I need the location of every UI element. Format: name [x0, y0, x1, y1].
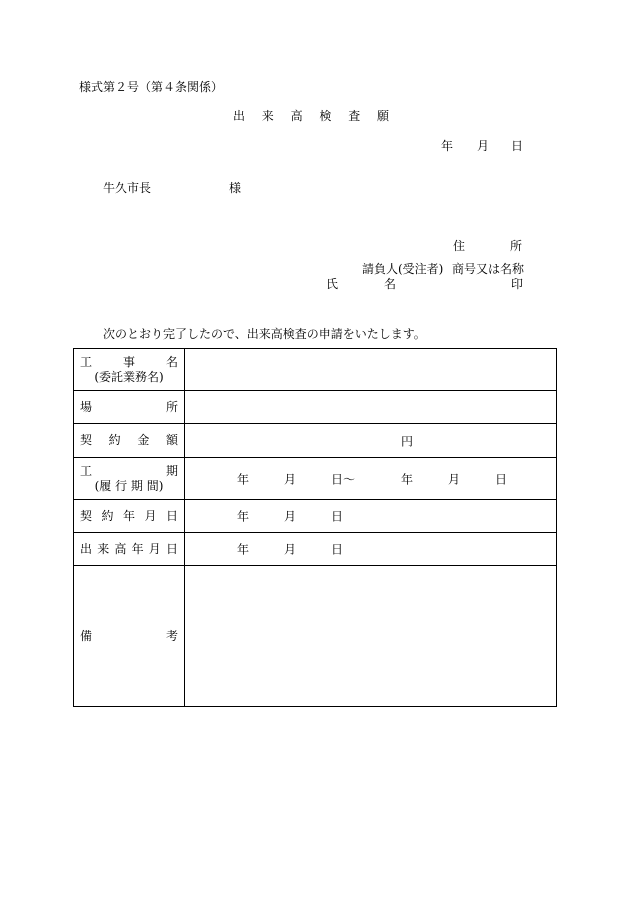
date-month: 月: [477, 139, 490, 153]
project-sub-label: (委託業務名): [94, 369, 164, 384]
contract-date-field[interactable]: [185, 500, 557, 533]
table-row: [74, 533, 557, 566]
period-start-month: 月: [284, 472, 297, 486]
label-char: 日: [165, 508, 178, 523]
label-char: 名: [165, 354, 178, 369]
contractor-label: 請負人(受注者): [362, 262, 444, 276]
addressee: 牛久市長: [103, 181, 152, 195]
application-table: [73, 348, 557, 707]
honorific: 様: [229, 181, 242, 195]
date-year: 年: [441, 139, 454, 153]
period-end-year: 年: [401, 472, 414, 486]
period-start-day: 日～: [331, 472, 356, 486]
remarks-label: [74, 566, 185, 707]
company-label: 商号又は名称: [452, 262, 525, 276]
label-char: 額: [165, 433, 178, 447]
contract-day: 日: [331, 509, 344, 524]
remarks-field[interactable]: [185, 566, 557, 707]
intro-text: 次のとおり完了したので、出来高検査の申請をいたします。: [103, 327, 426, 341]
output-day: 日: [331, 542, 344, 557]
label-char: 約: [108, 433, 121, 447]
label-char: 出: [80, 541, 93, 556]
period-end-day: 日: [495, 472, 508, 486]
label-char: 日: [165, 541, 178, 556]
label-char: 月: [144, 508, 157, 523]
document-title: [233, 109, 389, 123]
table-row: [74, 424, 557, 458]
table-row: [74, 391, 557, 424]
label-char: 事: [122, 354, 135, 369]
label-char: 考: [165, 628, 178, 643]
table-row: [74, 458, 557, 500]
label-char: 所: [165, 399, 178, 414]
period-label: [74, 458, 185, 500]
period-start-year: 年: [237, 472, 250, 486]
project-name-label: [74, 349, 185, 391]
label-char: 備: [80, 628, 93, 643]
output-date-label: [74, 533, 185, 566]
name-label-char: 氏: [326, 277, 339, 291]
label-char: 月: [148, 541, 161, 556]
title-char: 高: [290, 109, 303, 123]
label-char: 高: [114, 541, 127, 556]
period-field[interactable]: [185, 458, 557, 500]
title-char: 出: [233, 109, 246, 123]
title-char: 願: [376, 109, 389, 123]
period-sub-label: (履 行 期 間): [94, 478, 164, 493]
project-name-field[interactable]: [185, 349, 557, 391]
table-row: [74, 349, 557, 391]
table-row: [74, 500, 557, 533]
output-year: 年: [237, 542, 250, 557]
contract-amount-label: [74, 424, 185, 458]
label-char: 場: [80, 399, 93, 414]
location-label: [74, 391, 185, 424]
contract-year: 年: [237, 509, 250, 524]
contract-month: 月: [284, 509, 297, 524]
title-char: 検: [319, 109, 332, 123]
contract-amount-field[interactable]: [185, 424, 557, 458]
table-row: [74, 566, 557, 707]
output-month: 月: [284, 542, 297, 557]
label-char: 工: [80, 463, 93, 478]
seal-mark: 印: [511, 277, 524, 291]
contract-date-label: [74, 500, 185, 533]
applicant-address: [453, 239, 522, 253]
title-char: 来: [261, 109, 274, 123]
form-number: 様式第２号（第４条関係）: [79, 80, 224, 94]
address-char: 住: [453, 239, 466, 253]
address-char: 所: [509, 239, 522, 253]
label-char: 年: [131, 541, 144, 556]
title-char: 査: [348, 109, 361, 123]
label-char: 契: [80, 508, 93, 523]
label-char: 約: [101, 508, 114, 523]
label-char: 期: [165, 463, 178, 478]
label-char: 契: [80, 433, 93, 447]
amount-unit: 円: [401, 434, 414, 448]
label-char: 年: [122, 508, 135, 523]
name-label-char: 名: [384, 277, 397, 291]
label-char: 来: [97, 541, 110, 556]
label-char: 金: [137, 433, 150, 447]
date-day: 日: [511, 139, 524, 153]
output-date-field[interactable]: [185, 533, 557, 566]
location-field[interactable]: [185, 391, 557, 424]
label-char: 工: [80, 354, 93, 369]
period-end-month: 月: [448, 472, 461, 486]
